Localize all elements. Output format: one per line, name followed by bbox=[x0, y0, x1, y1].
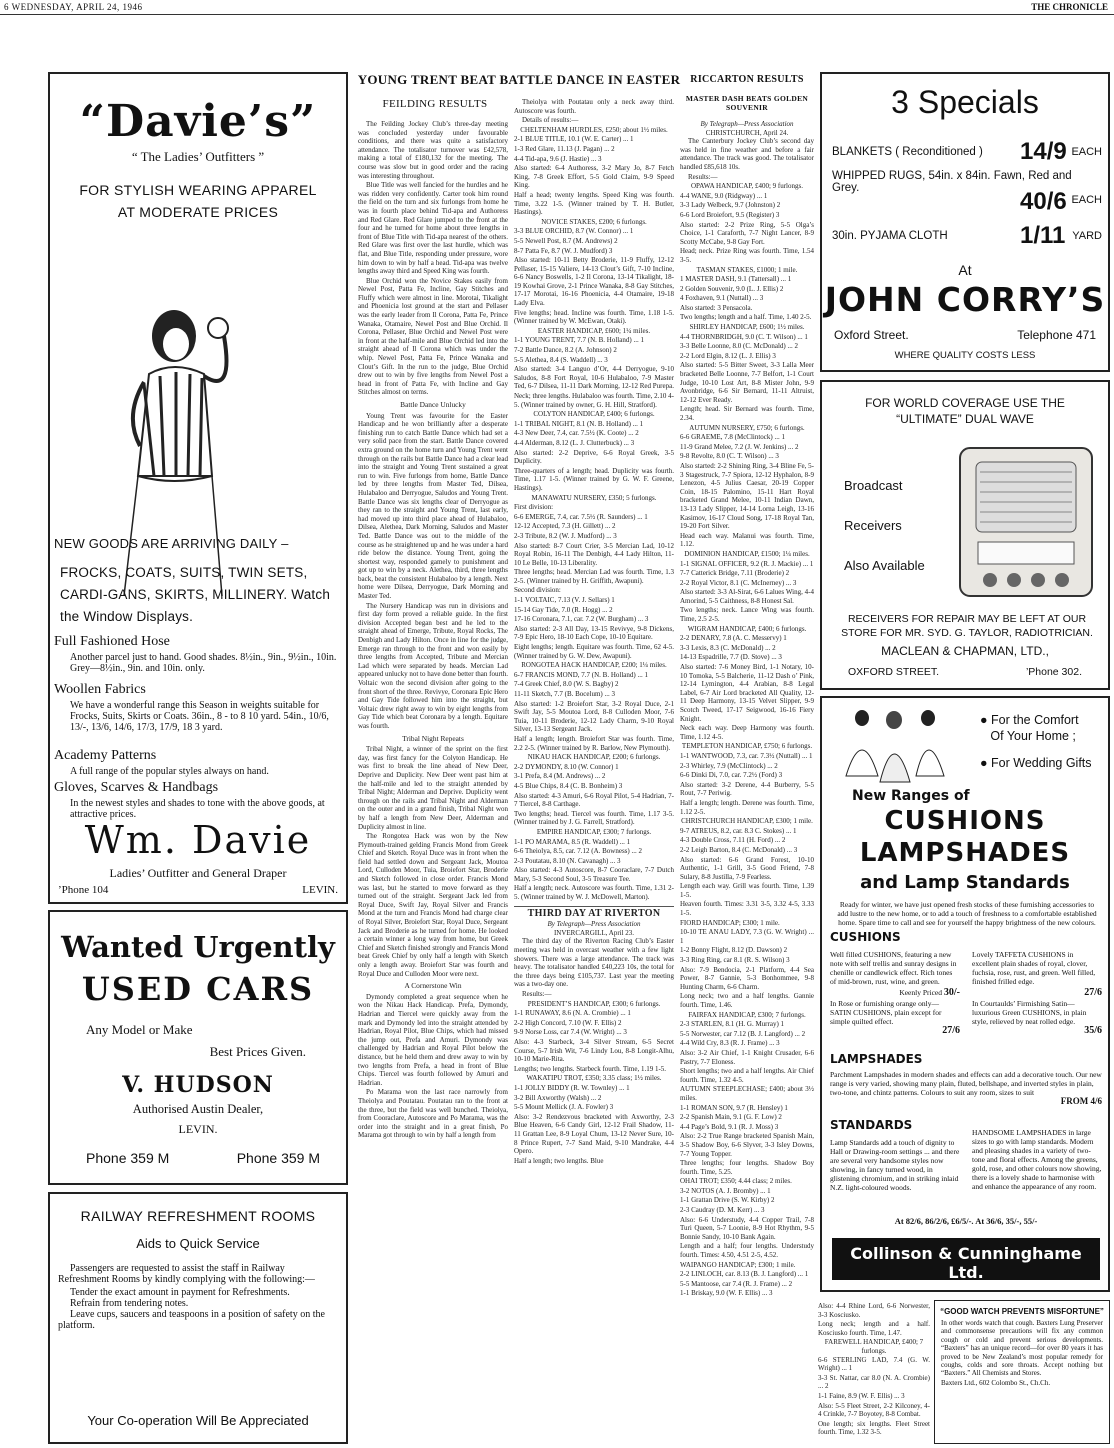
result-line: 4-4 Alderman, 8.12 (L. J. Clutterbuck) ... 3 bbox=[514, 438, 635, 447]
article-headline-young-trent: YOUNG TRENT BEAT BATTLE DANCE IN EASTER bbox=[357, 72, 681, 87]
result-line: Also started: 3-2 Derene, 4-4 Burberry, 5-5 Rout, 7-7 Periwig. bbox=[680, 780, 814, 798]
hose-text: Another parcel just to hand. Good shades. 8½in., 9in., 9½in., 10in. Grey—8½in., 9in. and 10in. only. bbox=[70, 652, 337, 674]
result-line: 3-2 Bill Axworthy (Walsh) ... 2 bbox=[514, 1093, 602, 1102]
result-line: COLYTON HANDICAP, £400; 6 furlongs. bbox=[533, 410, 655, 419]
result-line: Also started: 3 Pensacola. bbox=[680, 303, 753, 312]
result-line: 5-5 Norwester, car 7.12 (B. J. Langford) ... 2 bbox=[680, 1029, 806, 1038]
result-line: 2-2 Leigh Barton, 8.4 (C. McDonald) ... 3 bbox=[680, 845, 798, 854]
cars-phone-right: Phone 359 M bbox=[236, 1150, 320, 1166]
result-line: Three-quarters of a length; head. Duplicity was fourth. Time, 1.17 1-5. (Winner trained by G. W. F. Greene, Hastings). bbox=[514, 466, 674, 492]
result-line: AUTUMN STEEPLECHASE; £400; about 3½ miles. bbox=[680, 1085, 814, 1102]
result-line: PRESIDENT’S HANDICAP, £300; 6 furlongs. bbox=[527, 999, 661, 1008]
result-line: Also started: 2-2 Shining Ring, 3-4 Bline Fe, 5-3 Stagestruck, 7-7 Spiora, 12-12 Hyphalon, 8-9 Lenezon, 4-5 Julius Caesar, 20-19 Copper Coin, 18-15 Palomino, 15-11 Hart Royal bracketed Grand Melee, 10-11 Indian Dawn, 13-13 Lady Slipper, 14-14 Lorna Leigh, 13-16 Kasimov, 16-17 Cloud Song, 17-18 Royal Tan, 19-20 Fort Silver. bbox=[680, 461, 814, 531]
corry-at: At bbox=[958, 262, 972, 278]
result-line: TASMAN STAKES, £1000; 1 mile. bbox=[696, 265, 798, 274]
result-line: 1-1 WANTWOOD, 7.3, car. 7.3½ (Nuttall) ... 1 bbox=[680, 751, 813, 760]
result-line: 4-4 Tid-apa, 9.6 (J. Hastie) ... 3 bbox=[514, 154, 602, 163]
result-line: NIKAU HACK HANDICAP, £200; 6 furlongs. bbox=[527, 753, 661, 762]
cushions-right: Lovely TAFFETA CUSHIONS in excellent plain shades of royal, clover, fuchsia, rose, rust, and green. Well filled, finished frilled edge. 27/6 In Courtaulds’ Firmishing Satin—luxurious Green CUSHIONS, in plain style, relieved by neat rolled edge. 35/6 bbox=[972, 950, 1102, 1036]
cars-dealer-desc: Authorised Austin Dealer, bbox=[132, 1102, 264, 1116]
result-line: 7-2 Battle Dance, 8.2 (A. Johnson) 2 bbox=[514, 346, 617, 355]
radio-firm: MACLEAN & CHAPMAN, LTD., bbox=[881, 644, 1049, 658]
header-rule bbox=[0, 14, 1114, 15]
result-line: First division: bbox=[514, 503, 554, 512]
result-line: CHRISTCHURCH HANDICAP, £300; 1 mile. bbox=[681, 817, 813, 826]
result-line: Short lengths; two and a half lengths. Air Chief fourth. Time, 1.32 4-5. bbox=[680, 1067, 814, 1084]
riccarton-sub: MASTER DASH BEATS GOLDEN SOUVENIR bbox=[685, 94, 809, 112]
result-line: Also: 3-2 Rendezvous bracketed with Axworthy, 2-3 Blue Heaven, 6-6 Candy Girl, 12-12 Frail Shadow, 11-11 Grattan Lee, 8-9 Loyal Chum, 13-12 Never Sure, 10-8 Prince Rupert, 7-7 Sand Maid, 9-10 Mandrake, 4-4 Opero. bbox=[514, 1112, 674, 1156]
lampshades-text: Parchment Lampshades in modern shades and effects can add a decorative touch. Our new range is very varied, showing many plain, fluted, bellshape, and inverted styles in plain, two-tone, and chintz patterns. Colours to suit any room, sizes to suit FROM 4/6 bbox=[830, 1070, 1102, 1106]
result-line: Second division: bbox=[514, 586, 561, 595]
result-line: Heaven fourth. Times: 3.31 3-5, 3.32 4-5, 3.33 1-5. bbox=[680, 900, 814, 918]
result-line: 2-3 Tribute, 8.2 (W. J. Mudford) ... 3 bbox=[514, 531, 617, 540]
result-line: 4 Foxhaven, 9.1 (Nuttall) ... 3 bbox=[680, 294, 764, 303]
article-col-1: The Feilding Jockey Club’s three-day meeting was concluded yesterday under favourable conditions, and there was quite a satisfactory attendance. The totalisator turnover was £42,578, making a total of £180,132 for the meeting. The course was slow but in good order and the racing was interesting throughout. Blue Title was well fancied for the hurdles and he was ridden very confidently. Carter took him round the field on the turn and six furlongs from home he was in fourth place behind Tid-apa and Authoress and Red Glare. Red Glare jumped to the front at the four and he turned for home about three lengths in front of Blue Title with Tid-apa nearest of the others. Red Glare was first over the last hurdle, which was flat, and Blue Title, responding under pressure, wore him down to win by half a head. Tid-apa was twelve lengths away third and Speed King was fourth. Blue Orchid won the Novice Stakes easily from Newel Post, Patta Fe, Incline, Gay Stitches and Fluffy which were almost in line. Morotai, Tikalight and Phoenicia lost ground at the start and Pellaser was the early leader from Il Corona, Patta Fe, Prince Wanaka, Otamaire, Newel Post and Blue Orchid. Il Corona, Pellaser, Blue Orchid and Newel Post were in front at the half-mile and Blue Orchid led into the straight ahead of Il Corona which was under the whip. Newel Post, Patta Fe, Prince Wanaka and Clout’s Gift. In the run to the judge, Blue Orchid drew out to win by five lengths from Newel Post a head in front of Patta Fe, with Incline and Gay Stitches almost on terms. Battle Dance Unlucky Young Trent was favourite for the Easter Handicap and he won brilliantly after a desperate finishing run to catch Battle Dance which had set a very solid pace from the start. Battle Dance covered extra ground on the home turn and Young Trent went through on the rails but Battle Dance had a clear lead into the straight and Young Trent sustained a great run to win. Five furlongs from home, Battle Dance led by three lengths from Master Ted, Dilsea, Hulabaloo and Derryogue, Saludos and Young Trent. Battle Dance was six lengths clear of Derryogue as they ran to the straight and Young Trent, last early, had moved up into third place ahead of Hulabaloo, Dilsea, Alethea, Dark Morning, Saludos and Master Ted. Battle Dance was out to the middle of the course as he straightened up and he was under a hard ride below the distance. Young Trent, going the shortest way, responded gamely to punishment and got up to win by a neck. Alethea, third, three lengths back, beat the consistent Hulabaloo by a length. Next home were Dilsea, Derryogue, Dark Morning and Master Ted. The Nursery Handicap was run in divisions and first day form proved a reliable guide. In the first division Accepted began best and he led to the straight ahead of Emerge, Tribute, Royal Rocks, The Denbigh and Lady Hilton. Once in line for the judge, Emerge ran through to the front and won easily by three lengths from Accepted, Tribute and Mercian Lad which were separated by heads. Mercian Lad appeared unlucky not to have done better than fourth. Voltaic won the second division after going to the front short of the three. Revivye, Coronara Epic Hero and Gay Tide followed him into the straight, but Voltaic drew right away to win by eight lengths from Gay Tide which beat Coronara by a length. Equitare was fourth. Tribal Night Repeats Tribal Night, a winner of the sprint on the first day, was first fancy for the Colyton Handicap. He was first to break the line ahead of New Deer, Deprive and Duplicity. New Deer went past him at the half-mile and led to the straight attended by Tribal Night; Alderman and Deprive. Duplicity went through on the rails and Tribal Night and Alderman on the outer and in a grand finish, Tribal Night won by half a length from New Deer, Alderman and Duplicity almost in line. The Rongotea Hack was won by the New Plymouth-trained gelding Francis Mond from Greek Chief and Sketch. Royal Duce was in front when the field had settled down and Sergeant Jack, Moutoa Lord, Culloden Moor, Tuia, Broiefort Star, Broderie and Sketch followed in close order. Francis Mond was last, but he started to move forward as they turned out of the straight. Sergeant Jack led from Royal Duce, Swift Jay, Royal Silver and Francis Mond at the turn and Francis Mond had charge clear of Royal Silver, Broiefort Star, Royal Duce, Sergeant Jack and Broderie as he turned for home. He looked a certain winner a long way from home, but Greek Chief and Sketch finished strongly and Francis Mond beat Greek Chief by only half a length with Sketch only a length away. Broiefort Star was fourth and Royal Duce and Culloden Moor were next. A Cornerstone Win Dymondy completed a great sequence when he won the Nikau Hack Handicap. Prefa, Dymondy, Hadrian and Tiercel were quickly away from the mark and Dymondy led into the straight attended by Hadrian, Royal Pilot, Blue Chips, which had missed the jump out, Prefa and Amuri. Dymondy was challenged by Hadrian and Royal Pilot below the distance, but he held them and drew away to win by two lengths from Prefa, a head in front of Blue Chips. Tiercel was fourth followed by Amuri and Hadrian. Po Marama won the last race narrowly from Theiolya and Poutatau. Poutatau ran to the front at the three, but the field was well bunched. Theiolya, from Cooraclare, Autoscore and Po Marama, was the order into the straight and in a great finish, Po Marama got through to win by half a length from bbox=[358, 120, 508, 1140]
result-line: Two lengths; neck. Lance Wing was fourth. Time, 2.5 2-5. bbox=[680, 606, 814, 624]
result-line: 10-10 TE ANAU LADY, 7.3 (G. W. Wright) ... 1 bbox=[680, 928, 814, 945]
result-line: OPAWA HANDICAP, £400; 9 furlongs. bbox=[691, 182, 803, 191]
result-line: 7-4 Greek Chief, 8.0 (W. S. Bagby) 2 bbox=[514, 680, 619, 689]
result-line: 2-2 DYMONDY, 8.10 (W. Connor) 1 bbox=[514, 762, 619, 771]
result-line: 2-2 Lord Elgin, 8.12 (L. J. Ellis) 3 bbox=[680, 351, 776, 360]
result-line: 3-3 Lexis, 8.3 (C. McDonald) ... 2 bbox=[680, 643, 776, 652]
result-line: Also started: 4-3 Autoscore, 8-7 Cooraclare, 7-7 Dutch Mary, 5-3 Second Soul, 3-5 Treasure Tee. bbox=[514, 866, 674, 883]
cushions-heading: CUSHIONS bbox=[830, 930, 901, 944]
davie-role: Ladies’ Outfitter and General Draper bbox=[109, 866, 287, 880]
result-line: 6-6 GRAEME, 7.8 (McClintock) ... 1 bbox=[680, 433, 785, 442]
railway-advertisement bbox=[48, 1192, 348, 1444]
riccarton-headline: RICCARTON RESULTS bbox=[690, 74, 804, 85]
result-line: 11-9 Grand Melee, 7.2 (J. W. Jenkins) ... 2 bbox=[680, 442, 799, 451]
result-line: Half a length; length. Derene was fourth. Time, 1.12 2-5. bbox=[680, 798, 814, 816]
result-line: 1-3 Red Glare, 11.13 (J. Pagan) ... 2 bbox=[514, 144, 615, 153]
result-line: RONGOTEA HACK HANDICAP, £200; 1¼ miles. bbox=[521, 661, 667, 670]
result-line: 6-6 Lord Broiefort, 9.5 (Register) 3 bbox=[680, 210, 780, 219]
article-col-2: Theiolya with Poutatau only a neck away third. Autoscore was fourth. Details of results:— CHELTENHAM HURDLES, £250; about 1½ miles. 2-1 BLUE TITLE, 10.1 (W. E. Carter) ... 1 1-3 Red Glare, 11.13 (J. Pagan) ... 2 4-4 Tid-apa, 9.6 (J. Hastie) ... 3 Also started: 6-4 Authoress, 3-2 Mary Jo, 8-7 Fetch King, 7-8 Greek Effort, 5-5 Gold Claim, 9-9 Speed King. Half a head; twenty lengths. Speed King was fourth. Time, 3.22 1-5. (Winner trained by T. H. Butler, Hastings). NOVICE STAKES, £200; 6 furlongs. 3-3 BLUE ORCHID, 8.7 (W. Connor) ... 1 5-5 Newell Post, 8.7 (M. Andrews) 2 8-7 Patta Fe, 8.7 (W. J. Mudford) 3 Also started: 10-11 Betty Broderie, 11-9 Fluffy, 12-12 Pellaser, 15-15 Valiere, 14-13 Clout’s Gift, 7-10 Incline, 6-6 Nancy Boswells, 1-2 Il Corona, 13-14 Tikalight, 18-19 Kowhai Grove, 2-1 Prince Wanaka, 8-8 Gay Stitches, 17-17 Morotai, 16-16 Phoenicia, 4-4 Otamaire, 19-18 Lady Elva. Five lengths; head. Incline was fourth. Time, 1.18 1-5. (Winner trained by W. McEwan, Otaki). EASTER HANDICAP, £600; 1¼ miles. 1-1 YOUNG TRENT, 7.7 (N. B. Holland) ... 1 7-2 Battle Dance, 8.2 (A. Johnson) 2 5-5 Alethea, 8.4 (S. Waddell) ... 3 Also started: 3-4 Languo d’Or, 4-4 Derryogue, 9-10 Saludos, 8-8 Fort Royal, 10-6 Hulabaloo, 7-9 Master Ted, 6-7 Dilsea, 11-11 Dark Morning, 12-12 Red Purepa. Neck; three lengths. Hulabaloo was fourth. Time, 2.10 4-5. (Winner trained by owner, G. H. Hill, Stratford). COLYTON HANDICAP, £400; 6 furlongs. 1-1 TRIBAL NIGHT, 8.1 (N. B. Holland) ... 1 4-3 New Deer, 7.4, car. 7.5½ (K. Coote) ... 2 4-4 Alderman, 8.12 (L. J. Clutterbuck) ... 3 Also started: 2-2 Deprive, 6-6 Royal Greek, 3-5 Duplicity. Three-quarters of a length; head. Duplicity was fourth. Time, 1.17 1-5. (Winner trained by G. W. F. Greene, Hastings). MANAWATU NURSERY, £350; 5 furlongs. First division: 6-6 EMERGE, 7.4, car. 7.5½ (R. Saunders) ... 1 12-12 Accepted, 7.3 (H. Gillett) ... 2 2-3 Tribute, 8.2 (W. J. Mudford) ... 3 Also started: 8-7 Court Crier, 3-5 Mercian Lad, 10-12 Royal Robin, 16-11 The Denbigh, 4-4 Lady Hilton, 11-10 Le Belle, 10-13 Liberality. Three lengths; head. Mercian Lad was fourth. Time, 1.3 2-5. (Winner trained by H. Griffith, Awapuni). Second division: 1-1 VOLTAIC, 7.13 (V. J. Sellars) 1 15-14 Gay Tide, 7.0 (R. Hogg) ... 2 17-16 Coronara, 7.1, car. 7.2 (W. Burgham) ... 3 Also started: 2-3 All Day, 13-15 Revivye, 9-8 Dickens, 7-9 Epic Hero, 18-10 Each Cope, 10-10 Equitare. Eight lengths; length. Equitare was fourth. Time, 62 4-5. (Winner trained by G. W. Dew, Awapuni). RONGOTEA HACK HANDICAP, £200; 1¼ miles. 6-7 FRANCIS MOND, 7.7 (N. B. Holland) ... 1 7-4 Greek Chief, 8.0 (W. S. Bagby) 2 11-11 Sketch, 7.7 (B. Bocelum) ... 3 Also started: 1-2 Broiefort Star, 3-2 Royal Duce, 2-1 Swift Jay, 5-5 Moutoa Lord, 8-8 Culloden Moor, 7-6 Tuia, 10-11 Broderie, 12-12 Lady Charm, 9-10 Royal Silver, 13-13 Sergeant Jack. Half a length; length. Broiefort Star was fourth. Time, 2.2 2-5. (Winner trained by R. Barlow, New Plymouth). NIKAU HACK HANDICAP, £200; 6 furlongs. 2-2 DYMONDY, 8.10 (W. Connor) 1 3-1 Prefa, 8.4 (M. Andrews) ... 2 4-5 Blue Chips, 8.4 (C. B. Bonheim) 3 Also started: 4-3 Amuri, 6-6 Royal Pilot, 5-4 Hadrian, 7-7 Tiercel, 8-8 Carthage. Two lengths; head. Tiercel was fourth. Time, 1.17 3-5. (Winner trained by J. G. Farrell, Stratford). EMPIRE HANDICAP, £300; 7 furlongs. 1-1 PO MARAMA, 8.5 (R. Waddell) ... 1 6-6 Theiolya, 8.5, car. 7.12 (A. Bowness) ... 2 2-3 Poutatau, 8.10 (N. Cavanagh) ... 3 Also started: 4-3 Autoscore, 8-7 Cooraclare, 7-7 Dutch Mary, 5-3 Second Soul, 3-5 Treasure Tee. Half a length; neck. Autoscore was fourth. Time, 1.31 2-5. (Winner trained by W. J. McDowell, Marton). THIRD DAY AT RIVERTON By Telegraph—Press Association INVERCARGILL, April 23. The third day of the Riverton Racing Club’s Easter meeting was held in overcast weather with a few light showers. There was a large attendance. The track was heavy. The totalisator handled £40,223 10s, the total for the three days being £105,737. Last year the meeting was a two-day one. Results:— PRESIDENT’S HANDICAP, £300; 6 furlongs. 1-1 RUNAWAY, 8.6 (N. A. Crombie) ... 1 2-2 High Concord, 7.10 (W. F. Ellis) 2 9-9 Norse Loss, car 7.4 (W. Wright) ... 3 Also: 4-3 Starbeck, 3-4 Silver Stream, 6-5 Secret Course, 5-7 Irish Wit, 7-6 Lindy Lou, 8-8 Longit-Alhu, 10-10 Marie-Rita. Lengths; two lengths. Starbeck fourth. Time, 1.19 1-5. WAKATIPU TROT, £350; 3.35 class; 1½ miles. 1-1 JOLLY BIDDY (R. W. Townley) ... 1 3-2 Bill Axworthy (Walsh) ... 2 5-5 Mount Mellick (J. A. Fowler) 3 Also: 3-2 Rendezvous bracketed with Axworthy, 2-3 Blue Heaven, 6-6 Candy Girl, 12-12 Frail Shadow, 11-11 Grattan Lee, 8-9 Loyal Chum, 13-12 Never Sure, 10-8 Prince Rupert, 7-7 Sand Maid, 9-10 Mandrake, 4-4 Opero. Half a length; two lengths. Blue bbox=[514, 98, 674, 1165]
corry-phone: Telephone 471 bbox=[1017, 328, 1096, 342]
davie-town: LEVIN. bbox=[302, 884, 338, 896]
davie-name: Wm. Davie bbox=[84, 818, 312, 862]
corry-street: Oxford Street. bbox=[834, 328, 909, 342]
result-line: Also started: 5-5 Bitter Sweet, 3-3 Lalla Meer bracketed Belle Loonne, 7-7 Belfort, 1-1 Court Judge, 10-10 Lost Art, 8-8 Mister John, 9-9 Avonbridge, 6-6 Sir Bernard, 11-11 Altruist, 12-12 Ever Ready. bbox=[680, 361, 814, 404]
cushions-left: Well filled CUSHIONS, featuring a new note with self trellis and sunray designs in chenille or candlewick effect. Rich tones of mid-brown, rust, wine, and green. Keenly Priced 30/- In Rose or furnishing orange only—SATIN CUSHIONS, plain except for simple quilted effect. 27/6 bbox=[830, 950, 960, 1036]
result-line: 1-1 PO MARAMA, 8.5 (R. Waddell) ... 1 bbox=[514, 837, 631, 846]
standards-prices: At 82/6, 86/2/6, £6/5/-. At 36/6, 35/-, 55/- bbox=[894, 1216, 1038, 1226]
result-line: 2-3 Caudray (D. M. Kerr) ... 3 bbox=[680, 1206, 765, 1215]
result-line: Half a head; twenty lengths. Speed King was fourth. Time, 3.22 1-5. (Winner trained by T. H. Butler, Hastings). bbox=[514, 190, 674, 217]
result-line: Half a length; length. Broiefort Star was fourth. Time, 2.2 2-5. (Winner trained by R. Barlow, New Plymouth). bbox=[514, 734, 674, 752]
result-line: 2-2 Royal Victor, 8.1 (C. McInerney) ... 3 bbox=[680, 578, 797, 587]
result-line: Also started: 1-2 Broiefort Star, 3-2 Royal Duce, 2-1 Swift Jay, 5-5 Moutoa Lord, 8-8 Culloden Moor, 7-6 Tuia, 10-11 Broderie, 12-12 Lady Charm, 9-10 Royal Silver, 13-13 Sergeant Jack. bbox=[514, 699, 674, 734]
result-line: WAKATIPU TROT, £350; 3.35 class; 1½ miles. bbox=[526, 1074, 662, 1083]
result-line: 1-1 Briskay, 9.0 (W. F. Ellis) ... 3 bbox=[680, 1289, 773, 1298]
bride-illustration bbox=[836, 706, 956, 782]
collinson-lamp-standards: and Lamp Standards bbox=[860, 872, 1070, 893]
railway-body: Passengers are requested to assist the staff in Railway Refreshment Rooms by kindly complying with the following:— Tender the exact amount in payment for Refreshments. Refrain from tendering notes. Leave cups, saucers and teaspoons in a position of safety on the platform. bbox=[58, 1263, 325, 1331]
result-line: 2-2 DENARY, 7.8 (A. C. Messervy) 1 bbox=[680, 634, 787, 643]
result-line: Two lengths; length and a half. Time, 1.40 2-5. bbox=[680, 313, 812, 322]
gloves-heading: Gloves, Scarves & Handbags bbox=[54, 780, 219, 795]
result-line: Three lengths; four lengths. Shadow Boy fourth. Time, 5.25. bbox=[680, 1159, 814, 1176]
feilding-results-list bbox=[514, 126, 674, 902]
result-line: FIORD HANDICAP; £300; 1 mile. bbox=[680, 918, 780, 927]
result-line: 2-3 Whirley, 7.9 (McClintock) ... 2 bbox=[680, 761, 778, 770]
result-line: SHIRLEY HANDICAP, £600; 1½ miles. bbox=[689, 323, 805, 332]
article-col-3: By Telegraph—Press Association CHRISTCHURCH, April 24. The Canterbury Jockey Club’s second day was held in fine weather and before a fair attendance. The track was good. The totalisator handled £85,618 10s. Results:— OPAWA HANDICAP, £400; 9 furlongs. 4-4 WANE, 9.0 (Ridgway) ... 1 3-3 Lady Welbeck, 9.7 (Johnston) 2 6-6 Lord Broiefort, 9.5 (Register) 3 Also started: 2-2 Prize Ring, 5-5 Olga’s Choice, 1-1 Caraforth, 7-7 Night Lancer, 8-9 Scotty McCabe, 9-8 Gay Fort. Head; neck. Prize Ring was fourth. Time, 1.54 3-5. TASMAN STAKES, £1000; 1 mile. 1 MASTER DASH, 9.1 (Tattersall) ... 1 2 Golden Souvenir, 9.0 (L. J. Ellis) 2 4 Foxhaven, 9.1 (Nuttall) ... 3 Also started: 3 Pensacola. Two lengths; length and a half. Time, 1.40 2-5. SHIRLEY HANDICAP, £600; 1½ miles. 4-4 THORNBRIDGH, 9.0 (C. T. Wilson) ... 1 3-3 Belle Loonne, 8.0 (C. McDonald) ... 2 2-2 Lord Elgin, 8.12 (L. J. Ellis) 3 Also started: 5-5 Bitter Sweet, 3-3 Lalla Meer bracketed Belle Loonne, 7-7 Belfort, 1-1 Court Judge, 10-10 Lost Art, 8-8 Mister John, 9-9 Avonbridge, 6-6 Sir Bernard, 11-11 Altruist, 12-12 Ever Ready. Length; head. Sir Bernard was fourth. Time, 2.34. AUTUMN NURSERY, £750; 6 furlongs. 6-6 GRAEME, 7.8 (McClintock) ... 1 11-9 Grand Melee, 7.2 (J. W. Jenkins) ... 2 9-8 Revolte, 8.0 (C. T. Wilson) ... 3 Also started: 2-2 Shining Ring, 3-4 Bline Fe, 5-3 Stagestruck, 7-7 Spiora, 12-12 Hyphalon, 8-9 Lenezon, 4-5 Julius Caesar, 20-19 Copper Coin, 18-15 Palomino, 15-11 Hart Royal bracketed Grand Melee, 10-11 Indian Dawn, 13-13 Lady Slipper, 14-14 Lorna Leigh, 13-16 Kasimov, 16-17 Cloud Song, 17-18 Royal Tan, 19-20 Fort Silver. Head each way. Malanui was fourth. Time, 1.12. DOMINION HANDICAP, £1500; 1¼ miles. 1-1 SIGNAL OFFICER, 9.2 (R. J. Mackie) ... 1 7-7 Catterick Bridge, 7.11 (Broderie) 2 2-2 Royal Victor, 8.1 (C. McInerney) ... 3 Also started: 3-3 Al-Sirat, 6-6 Lalues Wing, 4-4 Amorind, 5-5 Caithness, 8-8 Honest Sal. Two lengths; neck. Lance Wing was fourth. Time, 2.5 2-5. WIGRAM HANDICAP, £400; 6 furlongs. 2-2 DENARY, 7.8 (A. C. Messervy) 1 3-3 Lexis, 8.3 (C. McDonald) ... 2 14-13 Espadrille, 7.7 (D. Stove) ... 3 Also started: 7-6 Money Bird, 1-1 Notary, 10-10 Tomoka, 5-5 Balcherie, 11-12 Dash o’ Pink, 12-14 Lymington, 4-4 Arabian, 8-8 Legal Label, 6-7 Air Lord bracketed All Quality, 12-11 Deep Harmony, 13-15 Velvet Slipper, 9-9 Scotch Tweed, 17-17 Seigwood, 16-16 Fiery Knight. Neck each way. Deep Harmony was fourth. Time, 1.12 4-5. TEMPLETON HANDICAP, £750; 6 furlongs. 1-1 WANTWOOD, 7.3, car. 7.3½ (Nuttall) ... 1 2-3 Whirley, 7.9 (McClintock) ... 2 6-6 Dinki Di, 7.0, car. 7.2½ (Ford) 3 Also started: 3-2 Derene, 4-4 Burberry, 5-5 Rout, 7-7 Periwig. Half a length; length. Derene was fourth. Time, 1.12 2-5. CHRISTCHURCH HANDICAP, £300; 1 mile. 9-7 ATREUS, 8.2, car. 8.3 C. Stokes) ... 1 4-3 Double Cross, 7.11 (H. Ford) ... 2 2-2 Leigh Barton, 8.4 (C. McDonald) ... 3 Also started: 6-6 Grand Forest, 10-10 Authentic, 1-1 Grill, 3-5 Good Friend, 7-8 Sulary, 8-8 Justilla, 7-9 Fearless. Length each way. Grill was fourth. Time, 1.39 1-5. Heaven fourth. Times: 3.31 3-5, 3.32 4-5, 3.33 1-5. FIORD HANDICAP; £300; 1 mile. 10-10 TE ANAU LADY, 7.3 (G. W. Wright) ... 1 1-2 Bonny Flight, 8.12 (D. Dawson) 2 3-3 Ring Ring, car 8.1 (R. S. Wilson) 3 Also: 7-9 Bendocia, 2-1 Platform, 4-4 Sea Power, 8-7 Gannie, 5-3 Bonhommee, 9-8 Hunting Charm, 6-6 Charm. Long neck; two and a half lengths. Gannie fourth. Time, 1.46. FAIRFAX HANDICAP, £300; 7 furlongs. 2-3 STARLEN, 8.1 (H. G. Murray) 1 5-5 Norwester, car 7.12 (B. J. Langford) ... 2 4-4 Wild Cry, 8.3 (R. J. Frame) ... 3 Also: 3-2 Air Chief, 1-1 Knight Crusader, 6-6 Pastry, 7-7 Eloness. Short lengths; two and a half lengths. Air Chief fourth. Time, 1.32 4-5. AUTUMN STEEPLECHASE; £400; about 3½ miles. 1-1 ROMAN SON, 9.7 (R. Hensley) 1 2-2 Spanish Main, 9.1 (G. F. Low) 2 4-4 Page’s Bold, 9.1 (R. J. Moss) 3 Also: 2-2 True Range bracketed Spanish Main, 3-5 Shadow Boy, 6-6 Slyver, 3-3 Isley Downs, 7-7 Young Topper. Three lengths; four lengths. Shadow Boy fourth. Time, 5.25. OHAI TROT; £350; 4.44 class; 2 miles. 3-2 NOTOS (A. J. Bromby) ... 1 1-1 Grattan Drive (S. W. Kirby) 2 2-3 Caudray (D. M. Kerr) ... 3 Also: 6-6 Understudy, 4-4 Copper Trail, 7-8 Turi Queen, 5-7 Loonie, 8-9 Hot Rhythm, 9-5 Bonnie Sandy, 10-10 Bank Again. Length and a half; four lengths. Understudy fourth. Times: 4.50, 4.51 2-5, 4.52. WAIPANGO HANDICAP; £300; 1 mile. 2-2 LINLOCH, car. 8.13 (B. J. Langford) ... 1 5-5 Mantoose, car 7.4 (R. J. Frame) ... 2 1-1 Briskay, 9.0 (W. F. Ellis) ... 3 bbox=[680, 120, 814, 1298]
result-line: 3-3 Lady Welbeck, 9.7 (Johnston) 2 bbox=[680, 201, 781, 210]
result-line: 4-3 Double Cross, 7.11 (H. Ford) ... 2 bbox=[680, 836, 786, 845]
collinson-banner: Collinson & Cunninghame Ltd. The VALUE Centre of Broadway bbox=[832, 1238, 1100, 1280]
result-line: Half a length; two lengths. Blue bbox=[514, 1156, 604, 1165]
radio-body: RECEIVERS FOR REPAIR MAY BE LEFT AT OUR STORE FOR MR. SYD. G. TAYLOR, RADIOTRICIAN. bbox=[841, 613, 1093, 639]
corry-title: 3 Specials bbox=[891, 84, 1039, 120]
result-line: 2-2 LINLOCH, car. 8.13 (B. J. Langford) ... 1 bbox=[680, 1270, 809, 1279]
baxter-footer: Baxters Ltd., 602 Colombo St., Ch.Ch. bbox=[941, 1378, 1051, 1387]
goods-list: FROCKS, COATS, SUITS, TWIN SETS, CARDI-GANS, SKIRTS, MILLINERY. Watch the Window Displays. bbox=[60, 565, 331, 624]
standards-heading: STANDARDS bbox=[830, 1118, 913, 1132]
result-line: Also started: 6-4 Authoress, 3-2 Mary Jo, 8-7 Fetch King, 7-8 Greek Effort, 5-5 Gold Claim, 9-9 Speed King. bbox=[514, 164, 674, 190]
result-line: 1-1 YOUNG TRENT, 7.7 (N. B. Holland) ... 1 bbox=[514, 336, 644, 345]
result-line: 1-1 ROMAN SON, 9.7 (R. Hensley) 1 bbox=[680, 1103, 788, 1112]
radio-phone: ’Phone 302. bbox=[1025, 666, 1082, 678]
corry-row2-price: 40/6 EACH bbox=[1020, 188, 1102, 215]
cars-any: Any Model or Make bbox=[86, 1022, 193, 1037]
result-line: MANAWATU NURSERY, £350; 5 furlongs. bbox=[531, 493, 657, 502]
result-line: Also started: 2-2 Deprive, 6-6 Royal Greek, 3-5 Duplicity. bbox=[514, 448, 674, 466]
result-line: 1-1 JOLLY BIDDY (R. W. Townley) ... 1 bbox=[514, 1083, 630, 1092]
result-line: Long neck; two and a half lengths. Gannie fourth. Time, 1.46. bbox=[680, 992, 814, 1009]
collinson-lampshades: LAMPSHADES bbox=[859, 838, 1071, 868]
result-line: 5-5 Mantoose, car 7.4 (R. J. Frame) ... 2 bbox=[680, 1279, 793, 1288]
result-line: 5-5 Mount Mellick (J. A. Fowler) 3 bbox=[514, 1103, 614, 1112]
result-line: Also: 2-2 True Range bracketed Spanish Main, 3-5 Shadow Boy, 6-6 Slyver, 3-3 Isley Downs, 7-7 Young Topper. bbox=[680, 1132, 814, 1158]
result-line: 1-1 SIGNAL OFFICER, 9.2 (R. J. Mackie) ... 1 bbox=[680, 559, 814, 568]
result-line: Neck; three lengths. Hulabaloo was fourth. Time, 2.10 4-5. (Winner trained by owner, G. H. Hill, Stratford). bbox=[514, 392, 674, 409]
riverton-headline: THIRD DAY AT RIVERTON bbox=[514, 906, 674, 919]
result-line: 1-1 RUNAWAY, 8.6 (N. A. Crombie) ... 1 bbox=[514, 1009, 631, 1018]
radio-set-illustration bbox=[956, 444, 1096, 600]
corry-name: JOHN CORRY’S bbox=[824, 280, 1106, 319]
radio-l1: Broadcast bbox=[844, 478, 903, 493]
result-line: 8-7 Patta Fe, 8.7 (W. J. Mudford) 3 bbox=[514, 246, 613, 255]
result-line: Head each way. Malanui was fourth. Time, 1.12. bbox=[680, 531, 814, 549]
result-line: TEMPLETON HANDICAP, £750; 6 furlongs. bbox=[681, 742, 813, 751]
davie-advertisement bbox=[48, 72, 348, 904]
standards-left: Lamp Standards add a touch of dignity to Hall or Drawing-room settings ... and there are several very handsome styles now showing, in fancy turned wood, in glistening chromium, and in striking inlaid N.Z. light-coloured woods. bbox=[830, 1138, 960, 1192]
result-line: EMPIRE HANDICAP, £300; 7 furlongs. bbox=[536, 827, 652, 836]
result-line: 1 MASTER DASH, 9.1 (Tattersall) ... 1 bbox=[680, 275, 792, 284]
result-line: OHAI TROT; £350; 4.44 class; 2 miles. bbox=[680, 1177, 792, 1186]
result-line: Also: 3-2 Air Chief, 1-1 Knight Crusader, 6-6 Pastry, 7-7 Eloness. bbox=[680, 1048, 814, 1066]
result-line: 6-6 EMERGE, 7.4, car. 7.5½ (R. Saunders) ... 1 bbox=[514, 512, 648, 521]
result-line: 2-3 Poutatau, 8.10 (N. Cavanagh) ... 3 bbox=[514, 856, 621, 865]
result-line: 12-12 Accepted, 7.3 (H. Gillett) ... 2 bbox=[514, 522, 616, 531]
result-line: Also: 7-9 Bendocia, 2-1 Platform, 4-4 Sea Power, 8-7 Gannie, 5-3 Bonhommee, 9-8 Hunting Charm, 6-6 Charm. bbox=[680, 965, 814, 991]
result-line: 7-7 Catterick Bridge, 7.11 (Broderie) 2 bbox=[680, 569, 790, 578]
baxter-title: “GOOD WATCH PREVENTS MISFORTUNE” bbox=[940, 1307, 1104, 1316]
result-line: 4-4 WANE, 9.0 (Ridgway) ... 1 bbox=[680, 191, 768, 200]
result-line: 1-2 Bonny Flight, 8.12 (D. Dawson) 2 bbox=[680, 946, 788, 955]
result-line: 2-2 Spanish Main, 9.1 (G. F. Low) 2 bbox=[680, 1113, 782, 1122]
result-line: Also: 4-3 Starbeck, 3-4 Silver Stream, 6-5 Secret Course, 5-7 Irish Wit, 7-6 Lindy Lou, 8-8 Longit-Alhu, 10-10 Marie-Rita. bbox=[514, 1037, 674, 1064]
result-line: AUTUMN NURSERY, £750; 6 furlongs. bbox=[689, 423, 805, 432]
result-line: 4-4 THORNBRIDGH, 9.0 (C. T. Wilson) ... 1 bbox=[680, 332, 808, 341]
result-line: Length; head. Sir Bernard was fourth. Time, 2.34. bbox=[680, 405, 814, 422]
result-line: NOVICE STAKES, £200; 6 furlongs. bbox=[541, 217, 647, 226]
result-line: Two lengths; head. Tiercel was fourth. Time, 1.17 3-5. (Winner trained by J. G. Farrell, Stratford). bbox=[514, 809, 674, 827]
result-line: 2-1 BLUE TITLE, 10.1 (W. E. Carter) ... 1 bbox=[514, 135, 634, 144]
baxter-body: In other words watch that cough. Baxters Lung Preserver and commonsense precautions will fix any common cough or cold and prevent serious developments. “Baxters” has an unique record—for over 80 years it has proved to be New Zealand’s most popular remedy for coughs, colds and sore throats. Accept nothing but “Baxters.” All Chemists and Stores. bbox=[941, 1319, 1103, 1378]
result-line: Length and a half; four lengths. Understudy fourth. Times: 4.50, 4.51 2-5, 4.52. bbox=[680, 1242, 814, 1260]
collinson-advertisement bbox=[820, 696, 1110, 1292]
corry-row2: WHIPPED RUGS, 54in. x 84in. Fawn, Red and Grey. bbox=[832, 170, 1072, 194]
riccarton-results-list bbox=[680, 182, 814, 1298]
woollen-heading: Woollen Fabrics bbox=[54, 682, 146, 697]
cars-best: Best Prices Given. bbox=[209, 1044, 306, 1059]
radio-title2: “ULTIMATE” DUAL WAVE bbox=[896, 412, 1034, 426]
result-line: Also started: 3-4 Languo d’Or, 4-4 Derryogue, 9-10 Saludos, 8-8 Fort Royal, 10-6 Hulabaloo, 7-9 Master Ted, 6-7 Dilsea, 11-11 Dark Morning, 12-12 Red Purepa. bbox=[514, 365, 674, 391]
lampshades-heading: LAMPSHADES bbox=[830, 1052, 923, 1066]
result-line: Eight lengths; length. Equitare was fourth. Time, 62 4-5. (Winner trained by G. W. Dew, Awapuni). bbox=[514, 643, 674, 660]
result-line: WIGRAM HANDICAP, £400; 6 furlongs. bbox=[687, 624, 807, 633]
collinson-ranges: New Ranges of bbox=[852, 788, 970, 804]
masthead-chronicle: THE CHRONICLE bbox=[1031, 2, 1108, 12]
farewell-results: Also: 4-4 Rhine Lord, 6-6 Norwester, 3-3 Kosciusko. Long neck; length and a half. Kosciusko fourth. Time, 1.47. FAREWELL HANDICAP, £400; 7 furlongs. 6-6 STERLING LAD, 7.4 (G. W. Wright) ... 1 3-3 St. Nattar, car 8.0 (N. A. Crombie) ... 2 1-1 Faine, 8.9 (W. F. Ellis) ... 3 Also: 5-5 Fleet Street, 2-2 Kilconey, 4-4 Crinkle, 7-7 Boyotey, 8-8 Combat. One length; six lengths. Fleet Street fourth. Time, 1.32 3-5. bbox=[818, 1302, 930, 1437]
radio-l3: Also Available bbox=[844, 558, 925, 573]
result-line: 3-1 Prefa, 8.4 (M. Andrews) ... 2 bbox=[514, 772, 606, 781]
result-line: CHELTENHAM HURDLES, £250; about 1½ miles. bbox=[520, 125, 668, 134]
result-line: 4-4 Page’s Bold, 9.1 (R. J. Moss) 3 bbox=[680, 1122, 779, 1131]
radio-l2: Receivers bbox=[844, 518, 902, 533]
result-line: Length each way. Grill was fourth. Time, 1.39 1-5. bbox=[680, 882, 814, 899]
result-line: Also started: 6-6 Grand Forest, 10-10 Authentic, 1-1 Grill, 3-5 Good Friend, 7-8 Sulary, 8-8 Justilla, 7-9 Fearless. bbox=[680, 855, 814, 881]
result-line: Also started: 7-6 Money Bird, 1-1 Notary, 10-10 Tomoka, 5-5 Balcherie, 11-12 Dash o’ Pink, 12-14 Lymington, 4-4 Arabian, 8-8 Legal Label, 6-7 Air Lord bracketed All Quality, 12-11 Deep Harmony, 13-15 Velvet Slipper, 9-9 Scotch Tweed, 17-17 Seigwood, 16-16 Fiery Knight. bbox=[680, 663, 814, 723]
davie-phone: ’Phone 104 bbox=[58, 884, 109, 896]
cars-title1: Wanted Urgently bbox=[61, 930, 335, 964]
result-line: 1-1 Grattan Drive (S. W. Kirby) 2 bbox=[680, 1196, 775, 1205]
result-line: 3-3 Ring Ring, car 8.1 (R. S. Wilson) 3 bbox=[680, 956, 790, 965]
result-line: Five lengths; head. Incline was fourth. Time, 1.18 1-5. (Winner trained by W. McEwan, Otaki). bbox=[514, 308, 674, 326]
radio-street: OXFORD STREET. bbox=[848, 666, 940, 678]
result-line: 9-9 Norse Loss, car 7.4 (W. Wright) ... 3 bbox=[514, 1028, 627, 1037]
result-line: Also started: 3-3 Al-Sirat, 6-6 Lalues Wing, 4-4 Amorind, 5-5 Caithness, 8-8 Honest Sal. bbox=[680, 588, 814, 605]
academy-text: A full range of the popular styles always on hand. bbox=[70, 766, 269, 777]
railway-sub: Aids to Quick Service bbox=[136, 1236, 260, 1251]
result-line: 4-3 New Deer, 7.4, car. 7.5½ (K. Coote) ... 2 bbox=[514, 429, 639, 438]
woollen-text: We have a wonderful range this Season in weights suitable for Frocks, Suits, Skirts or Coats. 36in., 8 - to 8 10 yard. 54in., 10/6, 13/-, 13/6, 14/6, 17/3, 17/9, 18 3 yard. bbox=[70, 700, 329, 733]
result-line: 4-5 Blue Chips, 8.4 (C. B. Bonheim) 3 bbox=[514, 781, 623, 790]
railway-title: RAILWAY REFRESHMENT ROOMS bbox=[80, 1208, 316, 1224]
result-line: 6-6 Dinki Di, 7.0, car. 7.2½ (Ford) 3 bbox=[680, 771, 783, 780]
feilding-results-sub: FEILDING RESULTS bbox=[382, 98, 488, 110]
collinson-cushions: CUSHIONS bbox=[884, 806, 1046, 836]
result-line: 17-16 Coronara, 7.1, car. 7.2 (W. Burgham) ... 3 bbox=[514, 615, 649, 624]
result-line: 5-5 Alethea, 8.4 (S. Waddell) ... 3 bbox=[514, 355, 608, 364]
result-line: 2-3 STARLEN, 8.1 (H. G. Murray) 1 bbox=[680, 1020, 785, 1029]
result-line: 3-3 BLUE ORCHID, 8.7 (W. Connor) ... 1 bbox=[514, 227, 634, 236]
academy-heading: Academy Patterns bbox=[54, 748, 157, 763]
result-line: 9-7 ATREUS, 8.2, car. 8.3 C. Stokes) ... 1 bbox=[680, 826, 797, 835]
result-line: Three lengths; head. Mercian Lad was fourth. Time, 1.3 2-5. (Winner trained by H. Griffith, Awapuni). bbox=[514, 568, 674, 585]
result-line: 6-7 FRANCIS MOND, 7.7 (N. B. Holland) ... 1 bbox=[514, 670, 648, 679]
result-line: DOMINION HANDICAP, £1500; 1¼ miles. bbox=[684, 549, 810, 558]
lady-illustration bbox=[94, 296, 244, 596]
davie-title: “Davie’s” bbox=[79, 96, 317, 147]
cars-dealer-name: V. HUDSON bbox=[122, 1072, 274, 1098]
corry-row3: 30in. PYJAMA CLOTH 1/11 YARD bbox=[832, 222, 1102, 249]
result-line: Half a length; neck. Autoscore was fourth. Time, 1.31 2-5. (Winner trained by W. J. McDowell, Marton). bbox=[514, 884, 674, 902]
result-line: 1-1 TRIBAL NIGHT, 8.1 (N. B. Holland) ... 1 bbox=[514, 419, 644, 428]
result-line: 2-2 High Concord, 7.10 (W. F. Ellis) 2 bbox=[514, 1018, 622, 1027]
result-line: Also: 6-6 Understudy, 4-4 Copper Trail, 7-8 Turi Queen, 5-7 Loonie, 8-9 Hot Rhythm, 9-5 Bonnie Sandy, 10-10 Bank Again. bbox=[680, 1215, 814, 1241]
radio-advertisement bbox=[820, 380, 1110, 690]
result-line: 6-6 Theiolya, 8.5, car. 7.12 (A. Bowness) ... 2 bbox=[514, 847, 642, 856]
cars-phone-left: Phone 359 M bbox=[86, 1150, 170, 1166]
result-line: Also started: 2-2 Prize Ring, 5-5 Olga’s Choice, 1-1 Caraforth, 7-7 Night Lancer, 8-9 Scotty McCabe, 9-8 Gay Fort. bbox=[680, 220, 814, 246]
cars-town: LEVIN. bbox=[178, 1122, 218, 1136]
john-corry-advertisement bbox=[820, 72, 1110, 372]
baxter-advertisement bbox=[934, 1300, 1110, 1444]
davie-line1: FOR STYLISH WEARING APPAREL AT MODERATE PRICES bbox=[79, 182, 317, 220]
collinson-bullet2: ● For Wedding Gifts bbox=[980, 756, 1092, 770]
standards-right: HANDSOME LAMPSHADES in large sizes to go with lamp standards. Modern and pleasing shades in a variety of two-tone and floral effects. Among the greens, gold, rose, and other colours now showing, there is a lovely shade to harmonise with and enhance the appearance of any room. bbox=[972, 1128, 1102, 1191]
result-line: Also started: 10-11 Betty Broderie, 11-9 Fluffy, 12-12 Pellaser, 15-15 Valiere, 14-13 Clout’s Gift, 7-10 Incline, 6-6 Nancy Boswells, 1-2 Il Corona, 13-14 Tikalight, 18-19 Kowhai Grove, 2-1 Prince Wanaka, 8-8 Gay Stitches, 17-17 Morotai, 16-16 Phoenicia, 4-4 Otamaire, 19-18 Lady Elva. bbox=[514, 256, 674, 308]
result-line: 2 Golden Souvenir, 9.0 (L. J. Ellis) 2 bbox=[680, 284, 784, 293]
result-line: 11-11 Sketch, 7.7 (B. Bocelum) ... 3 bbox=[514, 690, 615, 698]
new-goods: NEW GOODS ARE ARRIVING DAILY – bbox=[54, 536, 289, 551]
result-line: 15-14 Gay Tide, 7.0 (R. Hogg) ... 2 bbox=[514, 605, 613, 614]
result-line: 3-2 NOTOS (A. J. Bromby) ... 1 bbox=[680, 1186, 771, 1195]
collinson-bullet1: ● For the Comfort Of Your Home ; bbox=[980, 713, 1079, 743]
result-line: Also started: 8-7 Court Crier, 3-5 Mercian Lad, 10-12 Royal Robin, 16-11 The Denbigh, 4-4 Lady Hilton, 11-10 Le Belle, 10-13 Liberality. bbox=[514, 541, 674, 567]
result-line: 3-3 Belle Loonne, 8.0 (C. McDonald) ... 2 bbox=[680, 342, 799, 351]
result-line: 5-5 Newell Post, 8.7 (M. Andrews) 2 bbox=[514, 236, 618, 245]
railway-footer: Your Co-operation Will Be Appreciated bbox=[87, 1413, 309, 1428]
collinson-intro: Ready for winter, we have just opened fresh stocks of these furnishing accessories to add lustre to the new home, or to add a touch of freshness to a comfortable established home. Spare time to call and see for yourself the happy brightness of the new colours. bbox=[837, 900, 1097, 927]
result-line: 1-1 VOLTAIC, 7.13 (V. J. Sellars) 1 bbox=[514, 596, 615, 605]
radio-title1: FOR WORLD COVERAGE USE THE bbox=[865, 396, 1065, 410]
result-line: Lengths; two lengths. Starbeck fourth. Time, 1.19 1-5. bbox=[514, 1064, 667, 1073]
result-line: Also started: 2-3 All Day, 13-15 Revivye, 9-8 Dickens, 7-9 Epic Hero, 18-10 Each Cope, 10-10 Equitare. bbox=[514, 624, 674, 642]
corry-row1: BLANKETS ( Reconditioned ) 14/9 EACH bbox=[832, 138, 1102, 165]
davie-subtitle: “ The Ladies’ Outfitters ” bbox=[131, 149, 265, 164]
result-line: Head; neck. Prize Ring was fourth. Time, 1.54 3-5. bbox=[680, 247, 814, 264]
result-line: EASTER HANDICAP, £600; 1¼ miles. bbox=[537, 326, 651, 335]
cars-title2: USED CARS bbox=[81, 970, 315, 1008]
result-line: 4-4 Wild Cry, 8.3 (R. J. Frame) ... 3 bbox=[680, 1039, 780, 1048]
page-header-date: 6 WEDNESDAY, APRIL 24, 1946 bbox=[4, 2, 143, 12]
result-line: 9-8 Revolte, 8.0 (C. T. Wilson) ... 3 bbox=[680, 452, 779, 461]
hose-heading: Full Fashioned Hose bbox=[54, 634, 170, 649]
gloves-text: In the newest styles and shades to tone with the above goods, at attractive prices. bbox=[70, 798, 325, 820]
result-line: FAIRFAX HANDICAP, £300; 7 furlongs. bbox=[688, 1010, 806, 1019]
corry-motto: WHERE QUALITY COSTS LESS bbox=[894, 350, 1036, 361]
result-line: WAIPANGO HANDICAP; £300; 1 mile. bbox=[680, 1260, 796, 1269]
result-line: Also started: 4-3 Amuri, 6-6 Royal Pilot, 5-4 Hadrian, 7-7 Tiercel, 8-8 Carthage. bbox=[514, 791, 674, 809]
result-line: 14-13 Espadrille, 7.7 (D. Stove) ... 3 bbox=[680, 653, 782, 662]
used-cars-advertisement bbox=[48, 910, 348, 1185]
result-line: Neck each way. Deep Harmony was fourth. Time, 1.12 4-5. bbox=[680, 724, 814, 741]
riverton-results-list bbox=[514, 1000, 674, 1166]
